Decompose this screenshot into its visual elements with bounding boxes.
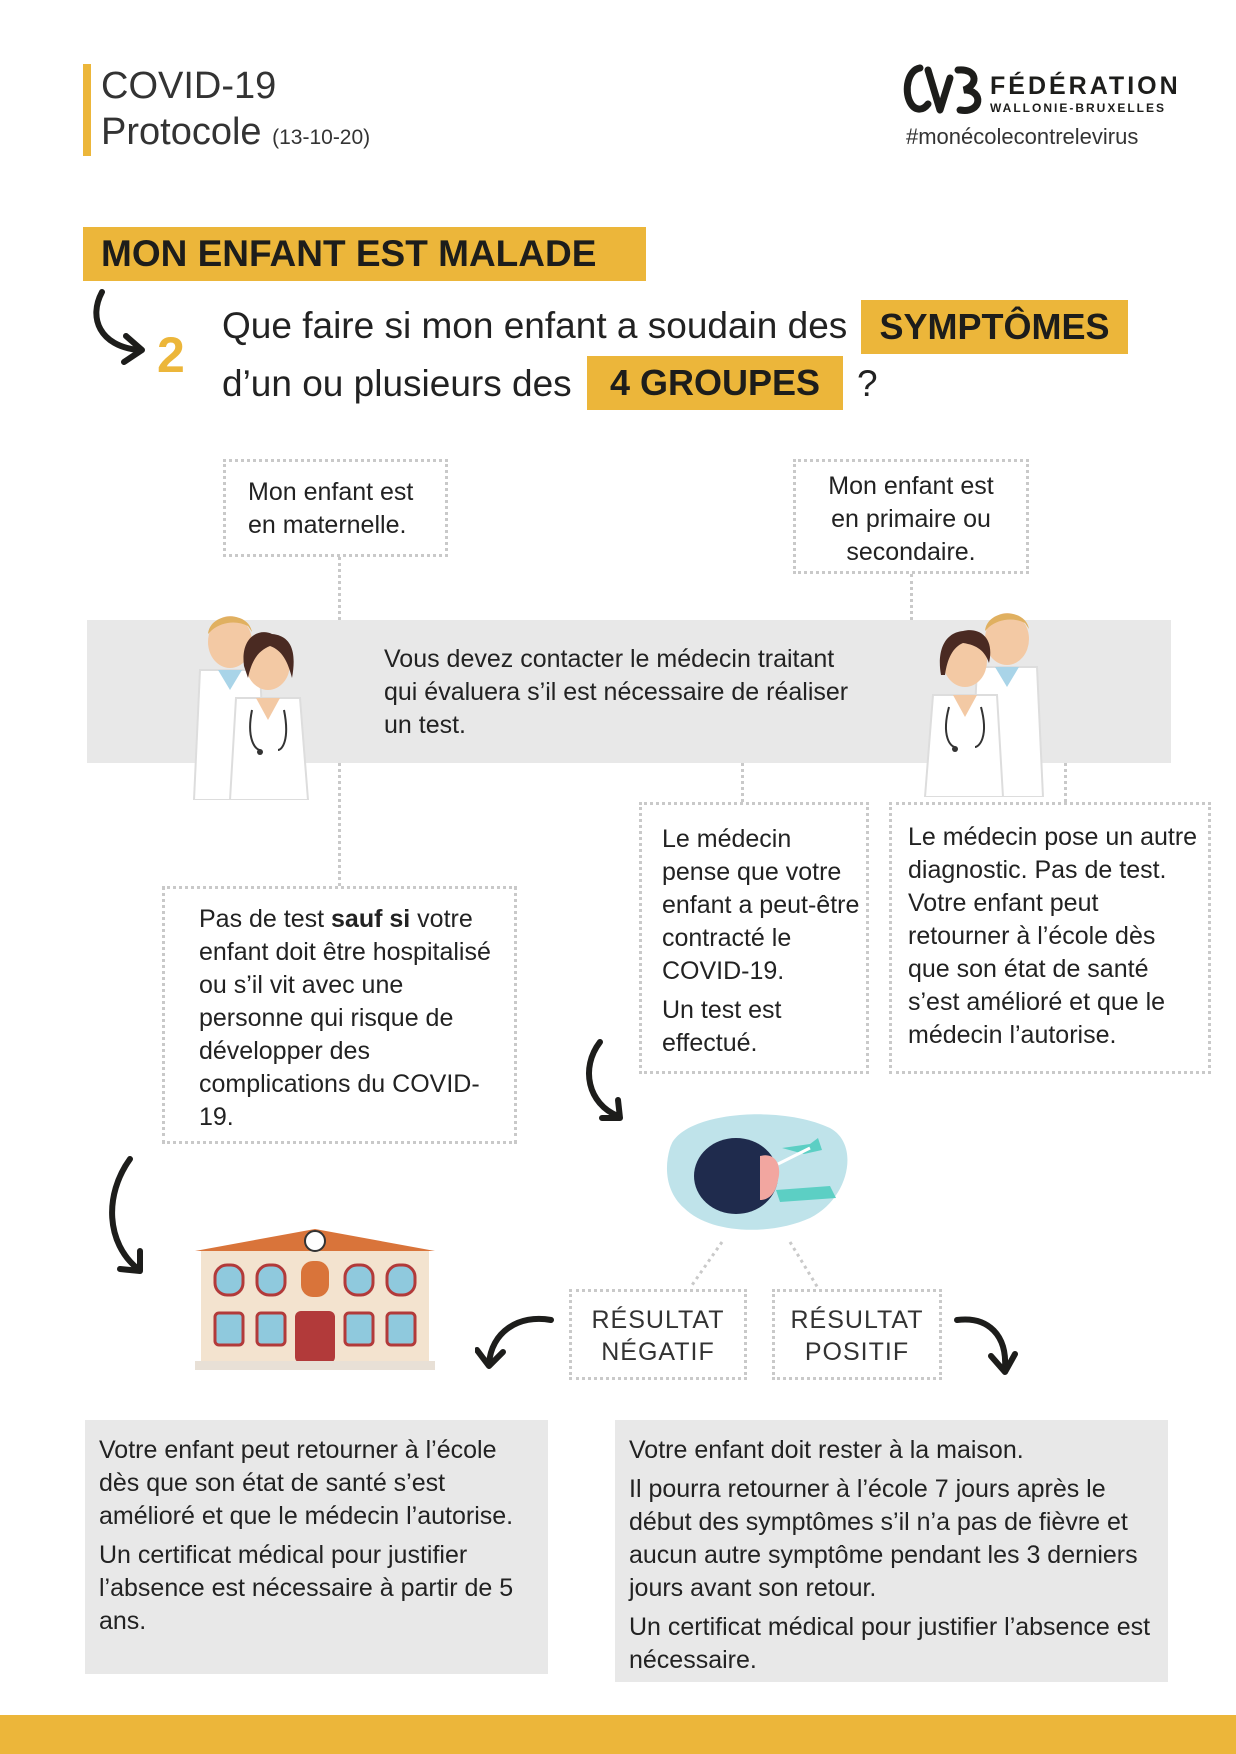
question-mark: ? xyxy=(857,363,878,404)
result-pos-line1: RÉSULTAT xyxy=(790,1306,924,1334)
panel-positif xyxy=(615,1420,1168,1682)
curved-arrow-icon xyxy=(578,1038,638,1128)
connector-line xyxy=(338,557,341,620)
highlight-symptomes: SYMPTÔMES xyxy=(861,300,1128,354)
connector-line xyxy=(338,763,341,886)
school-building-icon xyxy=(195,1225,435,1370)
header-subtitle-text: Protocole xyxy=(101,111,262,153)
doctors-illustration-icon xyxy=(160,600,330,800)
hashtag: #monécolecontrelevirus xyxy=(906,124,1139,149)
step-number: 2 xyxy=(157,327,185,383)
doctors-illustration-icon xyxy=(905,597,1075,797)
result-neg-line1: RÉSULTAT xyxy=(591,1306,725,1334)
connector-line xyxy=(680,1240,820,1290)
curved-arrow-icon xyxy=(100,1155,160,1280)
medecin-pense-text: Le médecin pense que votre enfant a peut-être contracté le COVID-19. xyxy=(662,825,860,985)
connector-line xyxy=(741,763,744,802)
box-pas-de-test-text xyxy=(199,903,494,1134)
panel-positif-p2: Il pourra retourner à l’école 7 jours après le début des symptômes s’il n’a pas de fièvre et aucun autre symptôme pendant les 3 derniers jours avant son retour. xyxy=(629,1475,1138,1602)
box-medecin-pense xyxy=(639,802,869,1074)
box-pas-de-test xyxy=(162,886,517,1144)
org-subname: WALLONIE-BRUXELLES xyxy=(990,101,1166,115)
autre-diagnostic-text: Le médecin pose un autre diagnostic. Pas de test. Votre enfant peut retourner à l’école dès que son état de santé s’est amélioré et que le médecin l’autorise. xyxy=(908,823,1198,1049)
fwb-logo-icon xyxy=(902,60,997,120)
header-date: (13-10-20) xyxy=(272,126,371,149)
pas-test-text-end: votre enfant doit être hospitalisé ou s’il vit avec une personne qui risque de développer des complications du COVID-19. xyxy=(199,905,491,1131)
test-swab-illustration-icon xyxy=(660,1108,860,1238)
curved-arrow-icon xyxy=(86,288,156,368)
result-neg-line2: NÉGATIF xyxy=(601,1338,715,1366)
box-maternelle xyxy=(223,459,448,557)
contact-text: Vous devez contacter le médecin traitant qui évaluera s’il est nécessaire de réaliser un test. xyxy=(384,645,849,739)
pas-test-bold: sauf si xyxy=(331,905,411,933)
curved-arrow-icon xyxy=(953,1310,1018,1380)
box-resultat-positif xyxy=(772,1289,942,1380)
result-pos-line2: POSITIF xyxy=(804,1338,910,1366)
pas-test-text-start: Pas de test xyxy=(199,905,332,933)
test-effectue-text: Un test est effectué. xyxy=(662,996,782,1057)
header-title: COVID-19 xyxy=(101,65,277,107)
panel-negatif-p2: Un certificat médical pour justifier l’absence est nécessaire à partir de 5 ans. xyxy=(99,1541,514,1635)
box-primaire-text: Mon enfant est en primaire ou secondaire. xyxy=(828,472,994,566)
footer-bar xyxy=(0,1715,1236,1754)
panel-negatif-p1: Votre enfant peut retourner à l’école dès que son état de santé s’est amélioré et que le médecin l’autorise. xyxy=(99,1436,514,1530)
header-subtitle xyxy=(101,110,370,160)
box-autre-diagnostic xyxy=(889,802,1211,1074)
panel-positif-p1: Votre enfant doit rester à la maison. xyxy=(629,1436,1024,1464)
highlight-4-groupes: 4 GROUPES xyxy=(587,356,843,410)
question-line1: Que faire si mon enfant a soudain des xyxy=(222,305,848,346)
panel-negatif xyxy=(85,1420,548,1674)
box-resultat-negatif xyxy=(569,1289,747,1380)
org-name: FÉDÉRATION xyxy=(990,72,1181,100)
question-line2: d’un ou plusieurs des xyxy=(222,363,572,404)
section-title: MON ENFANT EST MALADE xyxy=(83,227,646,281)
box-primaire xyxy=(793,459,1029,574)
panel-positif-p3: Un certificat médical pour justifier l’absence est nécessaire. xyxy=(629,1613,1151,1674)
curved-arrow-icon xyxy=(475,1310,555,1372)
header-accent-bar xyxy=(83,64,91,156)
box-maternelle-text: Mon enfant est en maternelle. xyxy=(248,478,414,539)
